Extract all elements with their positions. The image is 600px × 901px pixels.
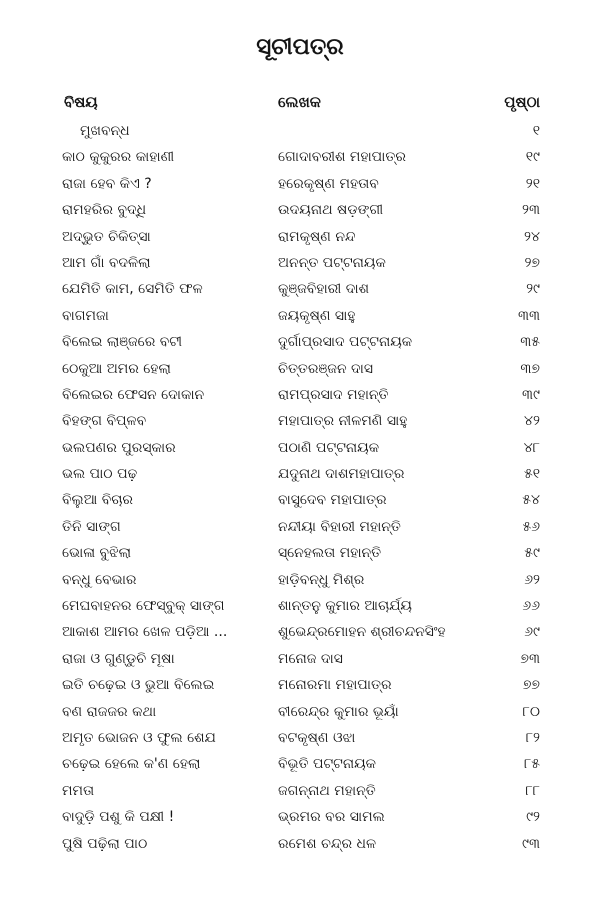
entry-subject: ପୁଷି ପଢ଼ିଲା ପାଠ	[62, 835, 148, 852]
entry-author: ଶାନ୍ତନୁ କୁମାର ଆଚାର୍ଯ୍ୟ	[278, 598, 412, 615]
entry-subject: ବାଗମଜା	[62, 307, 109, 324]
contents-entry	[0, 382, 600, 408]
contents-entry	[0, 514, 600, 540]
contents-entry	[0, 224, 600, 250]
entry-page-number: ୨୭	[524, 254, 540, 271]
contents-entry	[0, 751, 600, 777]
entry-author: ମନୋରମା ମହାପାତ୍ର	[278, 677, 392, 694]
page-title: ସୂଚୀପତ୍ର	[256, 34, 344, 60]
contents-entry	[0, 461, 600, 487]
entry-page-number: ୫୯	[524, 545, 540, 562]
contents-entry	[0, 144, 600, 170]
entry-page-number: ୪୨	[524, 413, 540, 430]
contents-entry	[0, 356, 600, 382]
entry-page-number: ୨୧	[525, 175, 540, 192]
contents-entry	[0, 672, 600, 698]
entry-subject: ବିହଙ୍ଗ ବିପ୍ଳବ	[62, 413, 147, 430]
entry-author: ଉଦୟନାଥ ଷଡ଼ଙ୍ଗୀ	[278, 202, 384, 219]
entry-subject: ଭୋଳା ବୁଝିଲା	[62, 545, 132, 562]
contents-entry	[0, 540, 600, 566]
contents-entry	[0, 487, 600, 513]
entry-subject: କାଠ କୁକୁରର କାହାଣୀ	[62, 149, 175, 166]
entry-subject: ଇତି ଚଢ଼େଇ ଓ ଭୁଆ ବିଲେଇ	[62, 677, 215, 694]
entry-subject: ମେଘବାହନର ଫେସ୍‌ବୁକ୍ ସାଙ୍ଗ	[62, 598, 225, 615]
entry-page-number: ୫୬	[522, 518, 540, 535]
entry-page-number: ୭୭	[522, 677, 540, 694]
entry-author: ନନ୍ଦୀୟା ବିହାରୀ ମହାନ୍ତି	[278, 518, 401, 535]
entry-page-number: ୮୦	[522, 703, 540, 720]
entry-page-number: ୭୩	[520, 650, 540, 667]
entry-page-number: ୬୯	[524, 624, 540, 641]
contents-entry	[0, 435, 600, 461]
page-column-header: ପୃଷ୍ଠା	[504, 93, 540, 111]
entry-subject: ଭଲପଣର ପୁରସ୍କାର	[62, 439, 176, 456]
entry-page-number: ୪୮	[523, 439, 540, 456]
entry-subject: ବଣ ରାଜଜର କଥା	[62, 703, 157, 720]
subject-column-header: ବିଷୟ	[64, 93, 98, 111]
entry-author: ବିଭୂତି ପଟ୍ଟନାୟକ	[278, 756, 377, 773]
entry-page-number: ୩୩	[517, 307, 540, 324]
entry-author: ବାସୁଦେବ ମହାପାତ୍ର	[278, 492, 387, 509]
entry-subject: ଠେକୁଆ ଅମର ହେଲା	[62, 360, 171, 377]
entry-page-number: ୧୯	[525, 149, 540, 166]
entry-page-number: ୮୮	[525, 782, 540, 799]
entry-author: ଦୁର୍ଗାପ୍ରସାଦ ପଟ୍ଟନାୟକ	[278, 334, 413, 351]
entry-subject: ରାଜା ହେବ କିଏ ?	[62, 175, 152, 192]
contents-entry	[0, 250, 600, 276]
entry-subject: ଆମ ଗାଁ ବଦଳିଲା	[62, 254, 151, 271]
entry-subject: ଅଦ୍ଭୁତ ଚିକିତ୍ସା	[62, 228, 151, 245]
entry-author: ସ୍ନେହଲତା ମହାନ୍ତି	[278, 545, 382, 562]
entry-page-number: ୬୨	[524, 571, 540, 588]
entry-author: ଜଗନ୍ନାଥ ମହାନ୍ତି	[278, 782, 376, 799]
entry-subject: ଅମୃତ ଭୋଜନ ଓ ଫୁଲ ଶେଯ	[62, 729, 216, 746]
contents-entry	[0, 303, 600, 329]
entry-subject: ରାମହରିର ବୁଦ୍ଧି	[62, 202, 147, 219]
entry-author: ଯଦୁନାଥ ଦାଶମହାପାତ୍ର	[278, 466, 405, 483]
entry-author: ହାଡ଼ିବନ୍ଧୁ ମିଶ୍ର	[278, 571, 365, 588]
entry-subject: ମୁଖବନ୍ଧ	[80, 123, 130, 139]
entry-subject: ବନ୍ଧୁ ବେଭାର	[62, 571, 137, 588]
entry-subject: ଚଢ଼େଇ ହେଲେ କ'ଣ ହେଲା	[62, 756, 201, 773]
entry-subject: ବାଦୁଡ଼ି ପଶୁ କି ପକ୍ଷୀ !	[62, 809, 175, 826]
entry-subject: ମମତା	[62, 782, 95, 799]
entry-author: ଚିତ୍ତରଞ୍ଜନ ଦାସ	[278, 360, 373, 377]
entry-subject: ବିଲେଇର ଫେସନ ଦୋକାନ	[62, 386, 205, 403]
contents-entry	[0, 171, 600, 197]
entry-subject: ବିଲେଇ ଲାଞ୍ଜରେ ବଟୀ	[62, 334, 183, 351]
entry-page-number: ୯୩	[522, 835, 540, 852]
entry-page-number: ୩୯	[522, 386, 540, 403]
contents-entry	[0, 831, 600, 857]
contents-entry	[0, 567, 600, 593]
entry-author: ମହାପାତ୍ର ନୀଳମଣି ସାହୁ	[278, 413, 408, 430]
entry-page-number: ୩୫	[520, 334, 540, 351]
entry-page-number: ୨୩	[522, 202, 540, 219]
entry-author: କୁଞ୍ଜବିହାରୀ ଦାଶ	[278, 281, 370, 298]
entry-author: ଅନନ୍ତ ପଟ୍ଟନାୟକ	[278, 254, 386, 271]
contents-entry	[0, 593, 600, 619]
entry-author: ରାମପ୍ରସାଦ ମହାନ୍ତି	[278, 386, 389, 403]
author-column-header: ଲେଖକ	[278, 93, 321, 111]
contents-entry	[0, 408, 600, 434]
contents-entry	[0, 197, 600, 223]
entry-subject: ଯେମିତି କାମ, ସେମିତି ଫଳ	[62, 281, 203, 298]
entry-author: ଶୁଭେନ୍ଦ୍ରମୋହନ ଶ୍ରୀଚନ୍ଦନସିଂହ	[278, 624, 446, 641]
entry-page-number: ୮୨	[525, 729, 540, 746]
contents-entry	[0, 118, 600, 144]
entry-author: ବୀରେନ୍ଦ୍ର କୁମାର ଭୂୟାଁ	[278, 703, 399, 720]
entry-page-number: ୮୫	[523, 756, 540, 773]
contents-entry	[0, 778, 600, 804]
entry-author: ରମେଶ ଚନ୍ଦ୍ର ଧଳ	[278, 835, 377, 852]
contents-list	[0, 118, 600, 857]
entry-page-number: ୧	[532, 123, 540, 139]
contents-entry	[0, 699, 600, 725]
entry-page-number: ୬୬	[522, 598, 540, 615]
entry-author: ହରେକୃଷ୍ଣ ମହତାବ	[278, 175, 379, 192]
entry-subject: ରାଜା ଓ ଗୁଣ୍ଡୁଚି ମୂଷା	[62, 650, 175, 667]
entry-author: ଭ୍ରମର ବର ସାମଲ	[278, 809, 385, 826]
contents-entry	[0, 619, 600, 645]
entry-subject: ଭଲ ପାଠ ପଢ଼	[62, 466, 138, 483]
entry-page-number: ୯୨	[526, 809, 540, 826]
entry-page-number: ୩୭	[520, 360, 540, 377]
entry-subject: ଆକାଶ ଆମର ଖେଳ ପଡ଼ିଆ ...	[62, 624, 228, 641]
entry-author: ଜୟକୃଷ୍ଣ ସାହୁ	[278, 307, 356, 324]
entry-author: ରାମକୃଷ୍ଣ ନନ୍ଦ	[278, 228, 356, 245]
entry-page-number: ୨୪	[524, 228, 540, 245]
entry-page-number: ୫୪	[522, 492, 540, 509]
contents-entry	[0, 329, 600, 355]
entry-page-number: ୫୧	[523, 466, 540, 483]
entry-author: ଗୋଦାବରୀଶ ମହାପାତ୍ର	[278, 149, 406, 166]
entry-author: ପଠାଣି ପଟ୍ଟନାୟକ	[278, 439, 380, 456]
contents-entry	[0, 725, 600, 751]
entry-page-number: ୨୯	[526, 281, 540, 298]
entry-subject: ବିଲୁଆ ବିଚାର	[62, 492, 134, 509]
contents-entry	[0, 804, 600, 830]
contents-entry	[0, 276, 600, 302]
contents-entry	[0, 646, 600, 672]
entry-subject: ତିନି ସାଙ୍ଗ	[62, 518, 121, 535]
entry-author: ମନୋଜ ଦାସ	[278, 650, 343, 667]
entry-author: ବଟକୃଷ୍ଣ ଓଝା	[278, 729, 356, 746]
